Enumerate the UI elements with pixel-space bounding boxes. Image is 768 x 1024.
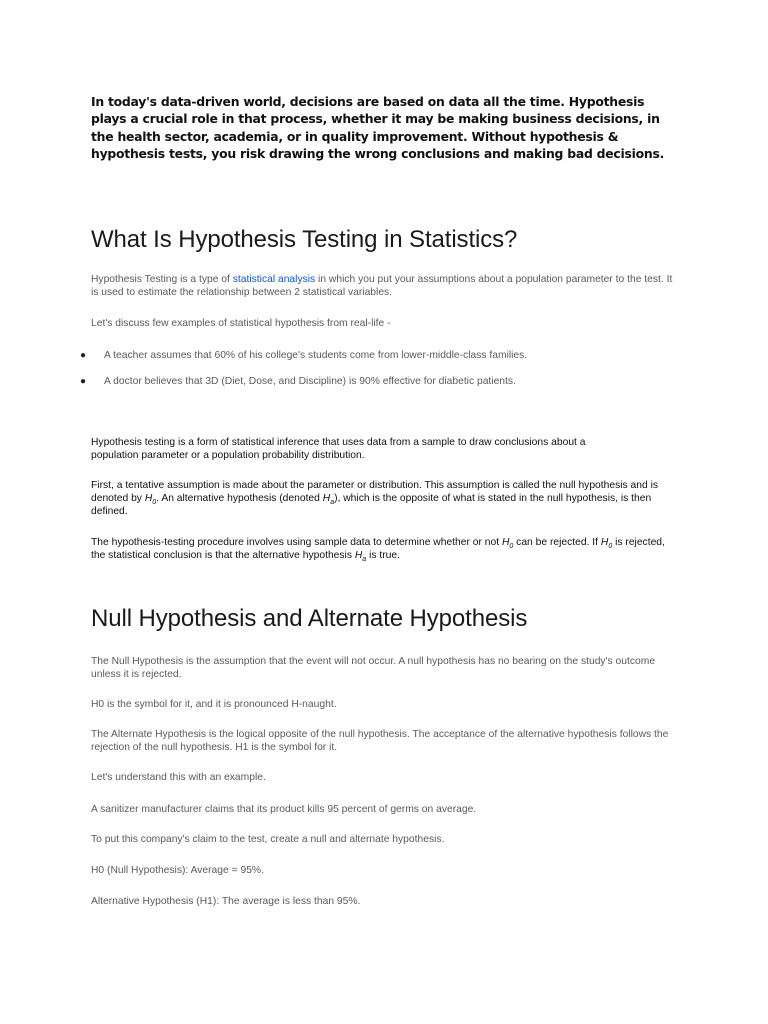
symbol-letter: H xyxy=(144,492,153,504)
symbol-letter: H xyxy=(354,549,363,561)
symbol-subscript: 0 xyxy=(509,543,514,551)
text-run: ), which is the opposite of what is stated in the null hypothesis, is then defined. xyxy=(91,492,652,517)
null-hypothesis-intro-paragraph xyxy=(91,480,681,518)
alternative-hypothesis-example: Alternative Hypothesis (H1): The average is less than 95%. xyxy=(91,896,361,907)
examples-intro: Let's discuss few examples of statistical hypothesis from real-life - xyxy=(91,318,391,329)
symbol-subscript: 0 xyxy=(152,498,157,506)
test-claim-paragraph: To put this company's claim to the test, create a null and alternate hypothesis. xyxy=(91,834,445,845)
text-run: . An alternative hypothesis (denoted xyxy=(156,492,323,504)
symbol-subscript: 0 xyxy=(608,543,613,551)
text-run: is true. xyxy=(366,549,400,561)
hypothesis-testing-definition xyxy=(91,274,681,300)
statistical-analysis-link[interactable]: statistical analysis xyxy=(232,274,316,285)
alternate-hypothesis-definition: The Alternate Hypothesis is the logical opposite of the null hypothesis. The acceptance of the alternative hypothesis follows the rejection of the null hypothesis. H1 is the symbol for it. xyxy=(91,729,669,753)
section-heading-hypothesis-testing: What Is Hypothesis Testing in Statistics? xyxy=(91,226,518,253)
list-item-text: A teacher assumes that 60% of his college's students come from lower-middle-class families. xyxy=(104,350,528,361)
text-run: First, a tentative assumption is made about the parameter or distribution. This assumption is called the null hypothesis and is denoted by xyxy=(91,480,659,504)
h0-symbol xyxy=(501,537,514,551)
symbol-subscript: a xyxy=(362,555,367,563)
h0-symbol xyxy=(145,493,156,504)
list-item-text: A doctor believes that 3D (Diet, Dose, and Discipline) is 90% effective for diabetic patients. xyxy=(104,376,516,387)
intro-paragraph: In today's data-driven world, decisions are based on data all the time. Hypothesis plays a crucial role in that process, whether it may be making business decisions, in the health sector, academia, or in quality improvement. Without hypothesis & hypothesis tests, you risk drawing the wrong conclusions and making bad decisions. xyxy=(91,94,665,161)
bullet-icon: ● xyxy=(80,350,87,361)
ha-symbol xyxy=(355,550,366,561)
h0-symbol xyxy=(600,537,613,551)
inference-paragraph: Hypothesis testing is a form of statistical inference that uses data from a sample to draw conclusions about a population parameter or a population probability distribution. xyxy=(91,437,586,461)
text-run: The hypothesis-testing procedure involves using sample data to determine whether or not xyxy=(91,537,502,548)
symbol-letter: H xyxy=(322,492,331,504)
example-intro-paragraph: Let's understand this with an example. xyxy=(91,772,266,783)
h0-symbol-paragraph: H0 is the symbol for it, and it is pronounced H-naught. xyxy=(91,699,337,710)
symbol-letter: H xyxy=(501,537,510,548)
sanitizer-claim-paragraph: A sanitizer manufacturer claims that its product kills 95 percent of germs on average. xyxy=(91,804,477,815)
symbol-letter: H xyxy=(600,537,609,548)
ha-symbol xyxy=(323,493,334,504)
symbol-subscript: a xyxy=(330,498,335,506)
definition-text-end: in which you put your assumptions about a population parameter to the test. It is used to estimate the relationship between 2 statistical variables. xyxy=(91,274,673,298)
text-run: can be rejected. If xyxy=(513,537,601,548)
definition-text-start: Hypothesis Testing is a type of xyxy=(91,274,233,285)
section-heading-null-alternate: Null Hypothesis and Alternate Hypothesis xyxy=(91,605,528,632)
text-run: is rejected, the statistical conclusion is that the alternative hypothesis xyxy=(91,537,665,561)
bullet-icon: ● xyxy=(80,376,87,387)
testing-procedure-paragraph xyxy=(91,537,681,563)
null-hypothesis-definition: The Null Hypothesis is the assumption that the event will not occur. A null hypothesis has no bearing on the study's outcome unless it is rejected. xyxy=(91,656,656,680)
null-hypothesis-example: H0 (Null Hypothesis): Average = 95%. xyxy=(91,865,264,876)
